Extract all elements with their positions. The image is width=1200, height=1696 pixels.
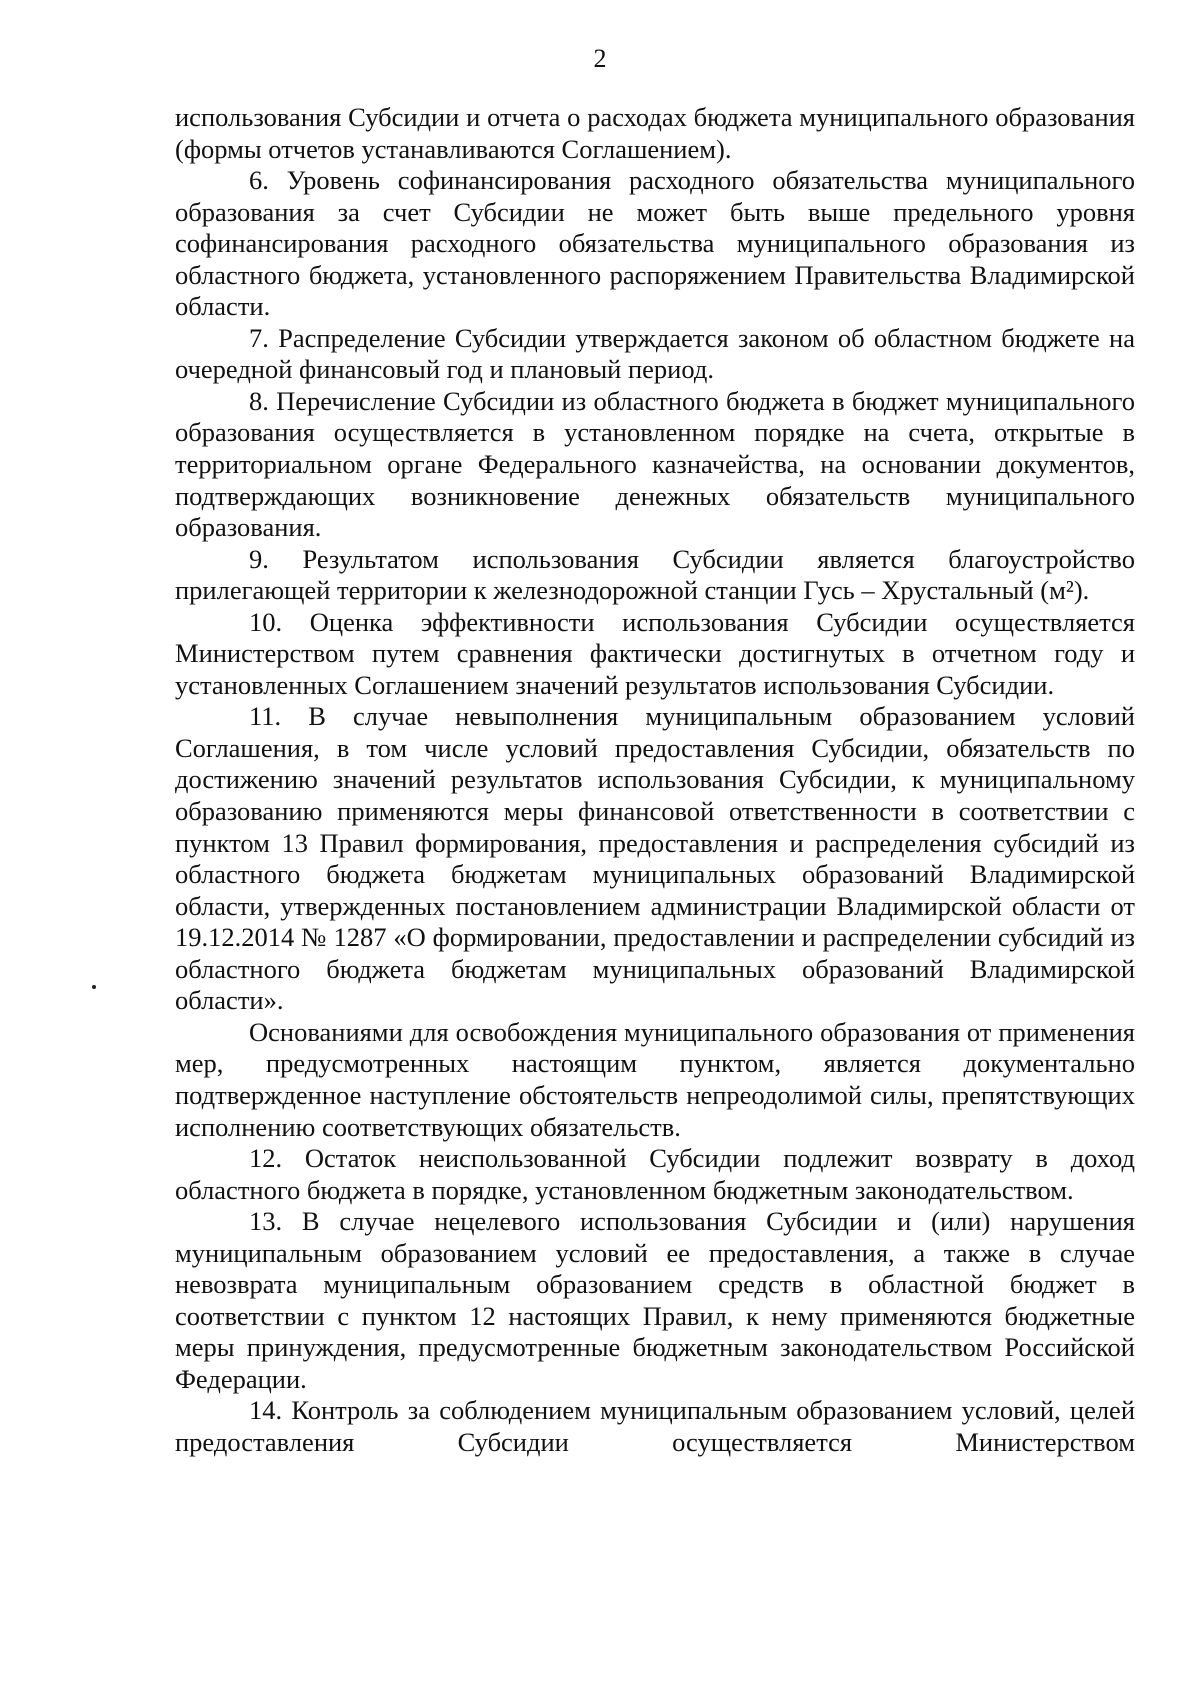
paragraph-item-11: 11. В случае невыполнения муниципальным образованием условий Соглашения, в том числе условий предоставления Субсидии, обязательств по достижению значений результатов использования Субсидии, к муниципальному образованию применяются меры финансовой ответственности в соответствии с пунктом 13 Правил формирования, предоставления и распределения субсидий из областного бюджета бюджетам муниципальных образований Владимирской области, утвержденных постановлением администрации Владимирской области от 19.12.2014 № 1287 «О формировании, предоставлении и распределении субсидий из областного бюджета бюджетам муниципальных образований Владимирской области». [175, 701, 1135, 1016]
paragraph-item-6: 6. Уровень софинансирования расходного обязательства муниципального образования за счет Субсидии не может быть выше предельного уровня софинансирования расходного обязательства муниципального образования из областного бюджета, установленного распоряжением Правительства Владимирской области. [175, 165, 1135, 322]
paragraph-item-9: 9. Результатом использования Субсидии является благоустройство прилегающей территории к железнодорожной станции Гусь – Хрустальный (м²). [175, 543, 1135, 606]
paragraph-item-13: 13. В случае нецелевого использования Субсидии и (или) нарушения муниципальным образованием условий ее предоставления, а также в случае невозврата муниципальным образованием средств в областной бюджет в соответствии с пунктом 12 настоящих Правил, к нему применяются бюджетные меры принуждения, предусмотренные бюджетным законодательством Российской Федерации. [175, 1206, 1135, 1394]
paragraph-item-8: 8. Перечисление Субсидии из областного бюджета в бюджет муниципального образования осуществляется в установленном порядке на счета, открытые в территориальном органе Федерального казначейства, на основании документов, подтверждающих возникновение денежных обязательств муниципального образования. [175, 385, 1135, 543]
scan-speck [92, 985, 96, 989]
paragraph-item-11-exemption: Основаниями для освобождения муниципального образования от применения мер, предусмотренных настоящим пунктом, является документально подтвержденное наступление обстоятельств непреодолимой силы, препятствующих исполнению соответствующих обязательств. [175, 1016, 1135, 1142]
paragraph-item-12: 12. Остаток неиспользованной Субсидии подлежит возврату в доход областного бюджета в порядке, установленном бюджетным законодательством. [175, 1143, 1135, 1205]
paragraph-item-14: 14. Контроль за соблюдением муниципальным образованием условий, целей предоставления Субсидии осуществляется Министерством [175, 1395, 1135, 1457]
paragraph-continuation: использования Субсидии и отчета о расходах бюджета муниципального образования (формы отчетов устанавливаются Соглашением). [175, 102, 1135, 164]
paragraph-item-10: 10. Оценка эффективности использования Субсидии осуществляется Министерством путем сравнения фактически достигнутых в отчетном году и установленных Соглашением значений результатов использования Субсидии. [175, 606, 1135, 700]
page-number: 2 [593, 44, 607, 73]
document-body [175, 102, 1135, 1459]
paragraph-item-7: 7. Распределение Субсидии утверждается законом об областном бюджете на очередной финансовый год и плановый период. [175, 322, 1135, 385]
